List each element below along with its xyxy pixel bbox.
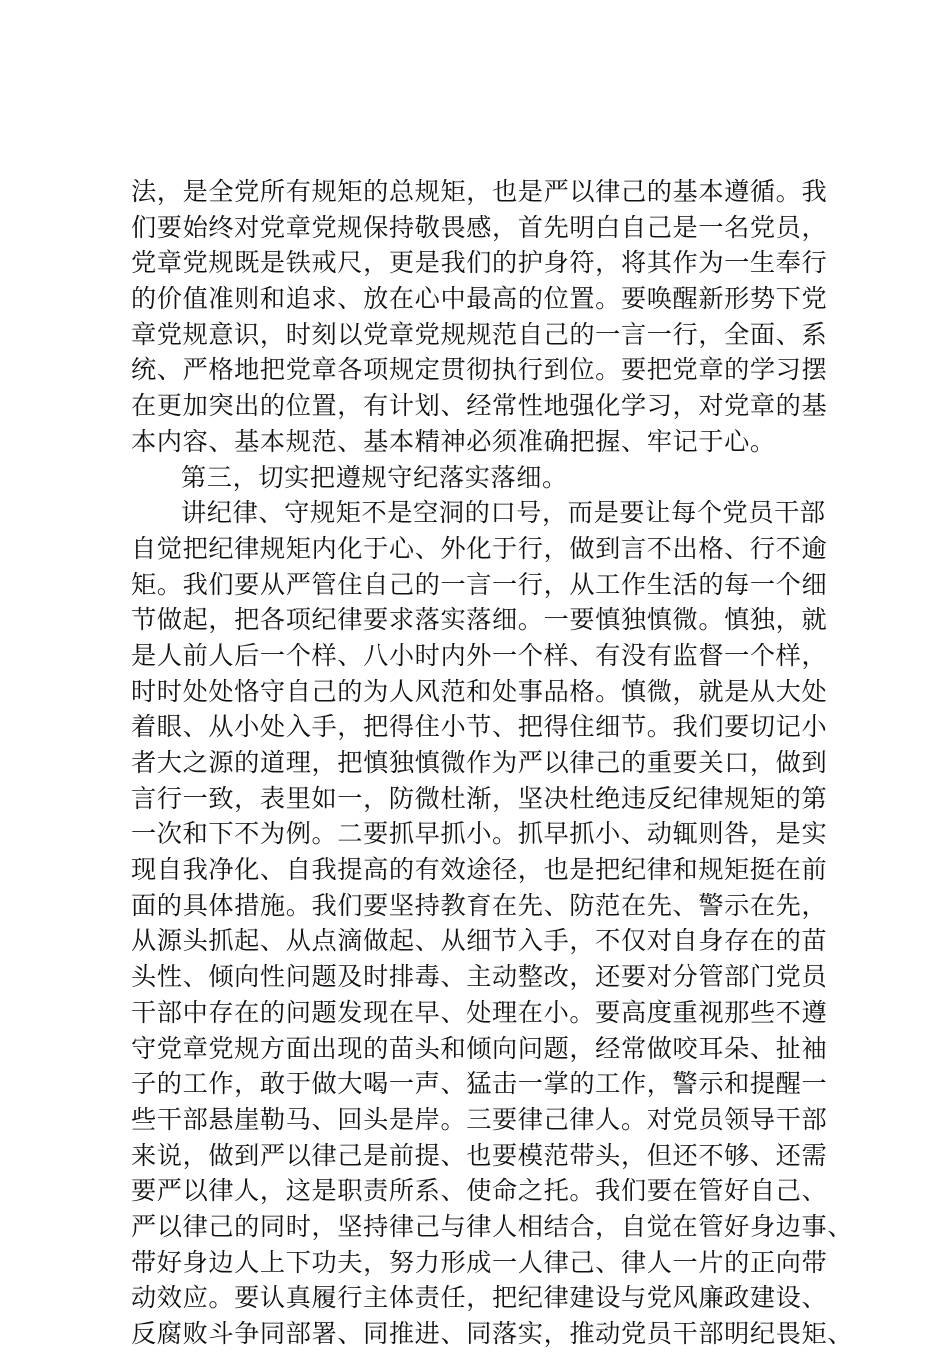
text-line: 反腐败斗争同部署、同推进、同落实，推动党员干部明纪畏矩、 (131, 1319, 854, 1348)
text-line: 时时处处恪守自己的为人风范和处事品格。慎微，就是从大处 (131, 676, 828, 706)
text-line: 本内容、基本规范、基本精神必须准确把握、牢记于心。 (131, 426, 776, 456)
text-line: 在更加突出的位置，有计划、经常性地强化学习，对党章的基 (131, 391, 828, 421)
text-line: 统、严格地把党章各项规定贯彻执行到位。要把党章的学习摆 (131, 355, 828, 385)
text-line: 带好身边人上下功夫，努力形成一人律己、律人一片的正向带 (131, 1247, 828, 1277)
text-line: 干部中存在的问题发现在早、处理在小。要高度重视那些不遵 (131, 997, 828, 1027)
text-line: 党章党规既是铁戒尺，更是我们的护身符，将其作为一生奉行 (131, 248, 828, 278)
text-line: 章党规意识，时刻以党章党规规范自己的一言一行，全面、系 (131, 319, 828, 349)
text-line: 现自我净化、自我提高的有效途径，也是把纪律和规矩挺在前 (131, 855, 828, 885)
text-line: 要严以律人，这是职责所系、使命之托。我们要在管好自己、 (131, 1176, 828, 1206)
text-line: 子的工作，敢于做大喝一声、猛击一掌的工作，警示和提醒一 (131, 1069, 828, 1099)
text-line: 动效应。要认真履行主体责任，把纪律建设与党风廉政建设、 (131, 1283, 828, 1313)
text-line: 头性、倾向性问题及时排毒、主动整改，还要对分管部门党员 (131, 962, 828, 992)
text-line: 是人前人后一个样、八小时内外一个样、有没有监督一个样， (131, 640, 828, 670)
text-line: 法，是全党所有规矩的总规矩，也是严以律己的基本遵循。我 (131, 177, 828, 206)
text-line: 面的具体措施。我们要坚持教育在先、防范在先、警示在先， (131, 890, 828, 920)
text-line: 节做起，把各项纪律要求落实落细。一要慎独慎微。慎独，就 (131, 605, 828, 635)
section-heading: 第三，切实把遵规守纪落实落细。 (181, 462, 568, 492)
text-line: 矩。我们要从严管住自己的一言一行，从工作生活的每一个细 (131, 569, 828, 599)
text-line: 些干部悬崖勒马、回头是岸。三要律己律人。对党员领导干部 (131, 1104, 828, 1134)
text-line: 们要始终对党章党规保持敬畏感，首先明白自己是一名党员， (131, 212, 828, 242)
text-line: 的价值准则和追求、放在心中最高的位置。要唤醒新形势下党 (131, 284, 828, 314)
text-line: 着眼、从小处入手，把得住小节、把得住细节。我们要切记小 (131, 712, 828, 742)
text-line: 来说，做到严以律己是前提、也要模范带头，但还不够、还需 (131, 1140, 828, 1170)
text-line: 者大之源的道理，把慎独慎微作为严以律己的重要关口，做到 (131, 748, 828, 777)
text-line: 守党章党规方面出现的苗头和倾向问题，经常做咬耳朵、扯袖 (131, 1033, 828, 1063)
paragraph-start-line: 讲纪律、守规矩不是空洞的口号，而是要让每个党员干部 (181, 498, 826, 528)
text-line: 严以律己的同时，坚持律己与律人相结合，自觉在管好身边事、 (131, 1211, 854, 1241)
text-line: 从源头抓起、从点滴做起、从细节入手，不仅对自身存在的苗 (131, 926, 828, 956)
body-text (131, 174, 853, 1352)
text-line: 一次和下不为例。二要抓早抓小。抓早抓小、动辄则咎，是实 (131, 819, 828, 849)
text-line: 自觉把纪律规矩内化于心、外化于行，做到言不出格、行不逾 (131, 533, 828, 563)
text-line: 言行一致，表里如一，防微杜渐，坚决杜绝违反纪律规矩的第 (131, 783, 828, 813)
